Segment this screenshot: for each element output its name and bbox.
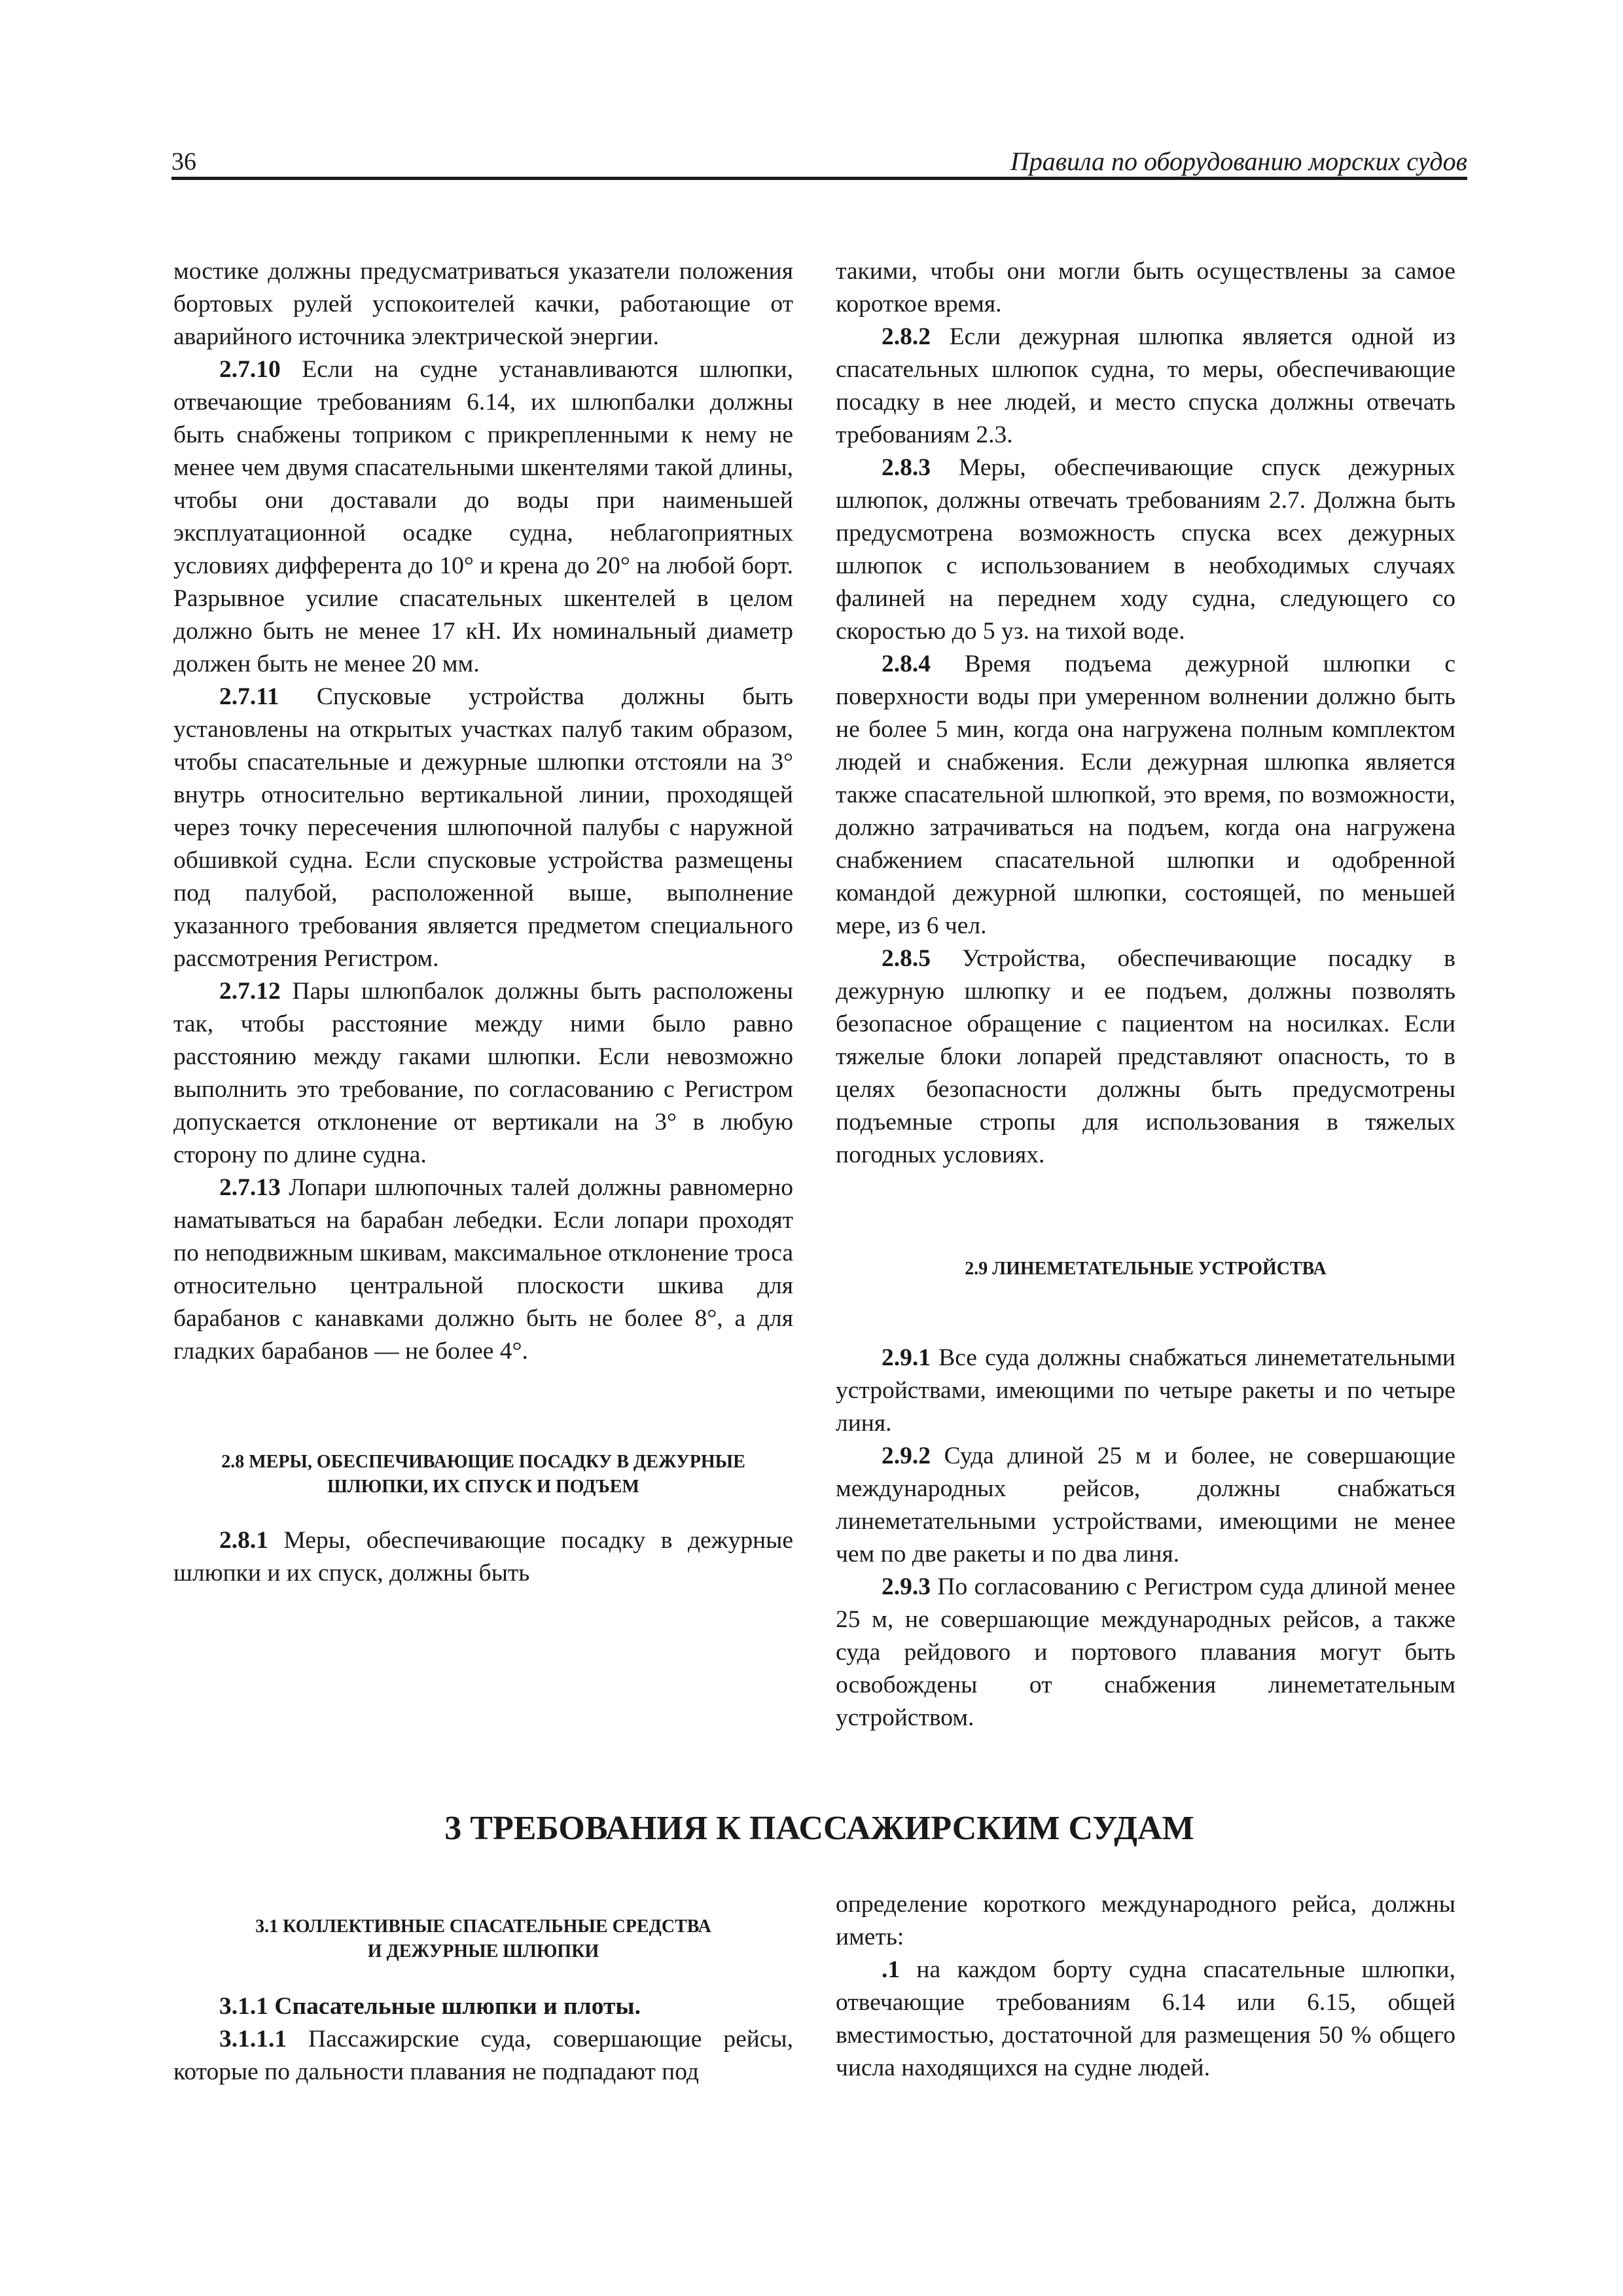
section-title-3-1-line1: 3.1 КОЛЛЕКТИВНЫЕ СПАСАТЕЛЬНЫЕ СРЕДСТВА bbox=[255, 1916, 711, 1937]
paragraph-2-8-2 bbox=[836, 321, 1455, 452]
section-spacer bbox=[173, 1368, 793, 1450]
clause-text: Если на судне устанавливаются шлюпки, отвечающие требованиям 6.14, их шлюпбалки должны быть снабжены топриком с прикрепленными к нему не менее чем двумя спасательными шкентелями такой длины, чтобы они доставали до воды при наименьшей эксплуатационной осадке судна, неблагоприятных условиях дифферента до 10° и крена до 20° на любой борт. Разрывное усилие спасательных шкентелей в целом должно быть не менее 17 кН. Их номинальный диаметр должен быть не менее 20 мм. bbox=[173, 356, 793, 677]
clause-text: Время подъема дежурной шлюпки с поверхности воды при умеренном волнении должно быть не более 5 мин, когда она нагружена полным комплектом людей и снабжения. Если дежурная шлюпка является также спасательной шлюпкой, это время, по возможности, должно затрачиваться на подъем, когда она нагружена снабжением спасательной шлюпки и одобренной командой дежурной шлюпки, состоящей, по меньшей мере, из 6 чел. bbox=[836, 651, 1455, 939]
clause-number: 2.7.11 bbox=[219, 683, 279, 710]
paragraph-2-9-1 bbox=[836, 1342, 1455, 1440]
paragraph-2-9-2 bbox=[836, 1440, 1455, 1571]
paragraph-2-8-4 bbox=[836, 648, 1455, 942]
page-number: 36 bbox=[171, 148, 196, 175]
header-rule bbox=[171, 177, 1467, 180]
clause-number: 2.8.2 bbox=[882, 323, 931, 350]
section-spacer bbox=[173, 1964, 793, 1990]
subsection-title-3-1-1: 3.1.1 Спасательные шлюпки и плоты. bbox=[219, 1993, 641, 2020]
chapter-title: 3 ТРЕБОВАНИЯ К ПАССАЖИРСКИМ СУДАМ bbox=[444, 1810, 1194, 1847]
clause-text: Суда длиной 25 м и более, не совершающие международных рейсов, должны снабжаться линеметательными устройствами, имеющими не менее чем по две ракеты и по два линя. bbox=[836, 1443, 1455, 1568]
section-title-2-8-line2: ШЛЮПКИ, ИХ СПУСК И ПОДЪЕМ bbox=[327, 1477, 639, 1497]
paragraph-2-7-11 bbox=[173, 681, 793, 975]
paragraph-2-8-1 bbox=[173, 1524, 793, 1590]
clause-number: 2.8.1 bbox=[219, 1527, 268, 1554]
section-spacer bbox=[173, 1888, 793, 1914]
clause-text: Меры, обеспечивающие спуск дежурных шлюпок, должны отвечать требованиям 2.7. Должна быть предусмотрена возможность спуска всех дежурных шлюпок с использованием в необходимых случаях фалиней на переднем ходу судна, следующего со скоростью до 5 уз. на тихой воде. bbox=[836, 454, 1455, 645]
section-spacer bbox=[836, 1172, 1455, 1257]
left-column-bottom bbox=[173, 1888, 793, 2089]
item-number: .1 bbox=[882, 1956, 901, 1983]
paragraph-2-7-12 bbox=[173, 975, 793, 1172]
clause-text: Если дежурная шлюпка является одной из спасательных шлюпок судна, то меры, обеспечивающие посадку в нее людей, и место спуска должны отвечать требованиям 2.3. bbox=[836, 323, 1455, 448]
running-title: Правила по оборудованию морских судов bbox=[1010, 147, 1467, 176]
clause-number: 2.8.3 bbox=[882, 454, 931, 481]
clause-text: Все суда должны снабжаться линеметательными устройствами, имеющими по четыре ракеты и по четыре линя. bbox=[836, 1344, 1455, 1437]
clause-text: Лопари шлюпочных талей должны равномерно наматываться на барабан лебедки. Если лопари проходят по неподвижным шкивам, максимальное отклонение троса относительно центральной плоскости шкива для барабанов с канавками должно быть не более 8°, а для гладких барабанов — не более 4°. bbox=[173, 1174, 793, 1365]
clause-number: 2.9.1 bbox=[882, 1344, 931, 1371]
paragraph-2-7-10 bbox=[173, 353, 793, 681]
paragraph-2-8-3 bbox=[836, 452, 1455, 648]
clause-number: 3.1.1.1 bbox=[219, 2026, 287, 2053]
clause-text: По согласованию с Регистром суда длиной менее 25 м, не совершающие международных рейсов, а также суда рейдового и портового плавания могут быть освобождены от снабжения линеметательным устройством. bbox=[836, 1573, 1455, 1731]
section-title-3-1-line2: И ДЕЖУРНЫЕ ШЛЮПКИ bbox=[367, 1941, 599, 1962]
clause-text: Пассажирские суда, совершающие рейсы, которые по дальности плавания не подпадают под bbox=[173, 2026, 793, 2085]
paragraph-continuation: мостике должны предусматриваться указатели положения бортовых рулей успокоителей качки, работающие от аварийного источника электрической энергии. bbox=[173, 258, 793, 350]
clause-number: 2.7.13 bbox=[219, 1174, 281, 1201]
clause-number: 2.7.12 bbox=[219, 978, 281, 1005]
paragraph-2-7-13 bbox=[173, 1172, 793, 1368]
paragraph-2-9-3 bbox=[836, 1571, 1455, 1734]
clause-text: Пары шлюпбалок должны быть расположены так, чтобы расстояние между ними было равно расстоянию между гаками шлюпки. Если невозможно выполнить это требование, по согласованию с Регистром допускается отклонение от вертикали на 3° в любую сторону по длине судна. bbox=[173, 978, 793, 1168]
clause-number: 2.8.5 bbox=[882, 945, 931, 972]
paragraph-item-1 bbox=[836, 1954, 1455, 2085]
clause-number: 2.9.2 bbox=[882, 1443, 931, 1469]
paragraph-continuation: такими, чтобы они могли быть осуществлены за самое короткое время. bbox=[836, 258, 1455, 317]
item-text: на каждом борту судна спасательные шлюпки, отвечающие требованиям 6.14 или 6.15, общей вместимостью, достаточной для размещения 50 % общего числа находящихся на судне людей. bbox=[836, 1956, 1455, 2081]
left-column-top bbox=[173, 255, 793, 1590]
page-header bbox=[171, 145, 1467, 178]
clause-number: 2.7.10 bbox=[219, 356, 281, 383]
clause-text: Устройства, обеспечивающие посадку в дежурную шлюпку и ее подъем, должны позволять безопасное обращение с пациентом на носилках. Если тяжелые блоки лопарей представляют опасность, то в целях безопасности должны быть предусмотрены подъемные стропы для использования в тяжелых погодных условиях. bbox=[836, 945, 1455, 1168]
clause-text: Спусковые устройства должны быть установлены на открытых участках палуб таким образом, чтобы спасательные и дежурные шлюпки отстояли на 3° внутрь относительно вертикальной линии, проходящей через точку пересечения шлюпочной палубы с наружной обшивкой судна. Если спусковые устройства размещены под палубой, расположенной выше, выполнение указанного требования является предметом специального рассмотрения Регистром. bbox=[173, 683, 793, 972]
section-spacer bbox=[173, 1499, 793, 1524]
clause-number: 2.9.3 bbox=[882, 1573, 931, 1600]
clause-text: Меры, обеспечивающие посадку в дежурные шлюпки и их спуск, должны быть bbox=[173, 1527, 793, 1587]
paragraph-3-1-1-1 bbox=[173, 2023, 793, 2089]
section-title-2-8-line1: 2.8 МЕРЫ, ОБЕСПЕЧИВАЮЩИЕ ПОСАДКУ В ДЕЖУРНЫЕ bbox=[221, 1452, 745, 1472]
clause-number: 2.8.4 bbox=[882, 651, 931, 677]
right-column-top bbox=[836, 255, 1455, 1734]
paragraph-continuation: определение короткого международного рейса, должны иметь: bbox=[836, 1891, 1455, 1950]
section-title-2-9: 2.9 ЛИНЕМЕТАТЕЛЬНЫЕ УСТРОЙСТВА bbox=[965, 1259, 1327, 1279]
section-spacer bbox=[836, 1282, 1455, 1342]
right-column-bottom bbox=[836, 1888, 1455, 2085]
paragraph-2-8-5 bbox=[836, 942, 1455, 1172]
